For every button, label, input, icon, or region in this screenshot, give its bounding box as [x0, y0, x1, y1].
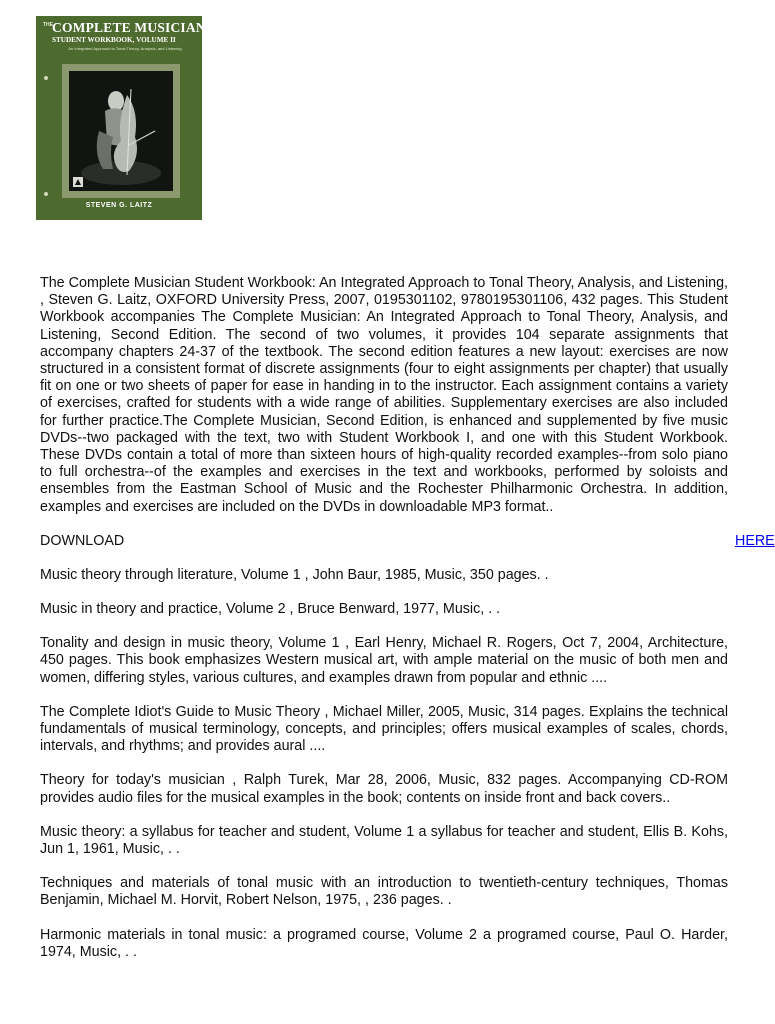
- cover-tagline: An Integrated Approach to Tonal Theory, Analysis, and Listening: [68, 46, 182, 51]
- book-description: The Complete Musician Student Workbook: An Integrated Approach to Tonal Theory, Analysis, and Listening, , Steven G. Laitz, OXFORD University Press, 2007, 0195301102, 9780195301106, 432 pages. This Student Workbook accompanies The Complete Musician: An Integrated Approach to Tonal Theory, Analysis, and Listening, Second Edition. The second of two volumes, it provides 104 separate assignments that accompany chapters 24-37 of the textbook. The second edition features a new layout: exercises are now structured in a consistent format of discrete assignments (four to eight assignments per chapter) that usually fit on one or two sheets of paper for ease in handing in to the instructor. Each assignment contains a variety of exercises, crafted for students with a wide range of abilities. Supplementary exercises are also included for further practice.The Complete Musician, Second Edition, is enhanced and supplemented by five music DVDs--two packaged with the text, two with Student Workbook I, and one with this Student Workbook. These DVDs contain a total of more than sixteen hours of high-quality recorded examples--from solo piano to full orchestra--of the examples and exercises in the text and workbooks, performed by soloists and ensembles from the Eastman School of Music and the Rochester Philharmonic Orchestra. In addition, examples and exercises are included on the DVDs in downloadable MP3 format..: [40, 275, 728, 515]
- book-cover: [36, 16, 206, 220]
- related-book-item: Theory for today's musician , Ralph Turek, Mar 28, 2006, Music, 832 pages. Accompanying CD-ROM provides audio files for the musical examples in the book; contents on inside front and back covers..: [40, 772, 728, 806]
- cover-photo-frame: [62, 64, 180, 198]
- download-row: [40, 532, 775, 550]
- cover-title: COMPLETE MUSICIAN: [52, 20, 206, 35]
- page-content: [40, 275, 775, 978]
- download-here-link[interactable]: HERE: [735, 532, 775, 549]
- binder-hole-icon: [44, 192, 48, 196]
- download-label: DOWNLOAD: [40, 532, 125, 549]
- related-book-item: The Complete Idiot's Guide to Music Theory , Michael Miller, 2005, Music, 314 pages. Explains the technical fundamentals of musical terminology, concepts, and principles; offers musical examples of scales, chords, intervals, and rhythms; and provides aural ....: [40, 703, 728, 755]
- related-book-item: Tonality and design in music theory, Volume 1 , Earl Henry, Michael R. Rogers, Oct 7, 2004, Architecture, 450 pages. This book emphasizes Western musical art, with ample material on the music of both men and women, differing styles, various cultures, and examples drawn from popular and ethnic ....: [40, 635, 728, 686]
- related-book-item: Music theory through literature, Volume 1 , John Baur, 1985, Music, 350 pages. .: [40, 566, 549, 583]
- cover-badge: THE: [43, 22, 53, 28]
- cover-subtitle: STUDENT WORKBOOK, VOLUME II: [52, 36, 176, 44]
- cover-photo: [69, 71, 173, 191]
- related-book-item: Music theory: a syllabus for teacher and student, Volume 1 a syllabus for teacher and student, Ellis B. Kohs, Jun 1, 1961, Music, . .: [40, 823, 728, 858]
- related-book-item: Techniques and materials of tonal music with an introduction to twentieth-century techniques, Thomas Benjamin, Michael M. Horvit, Robert Nelson, 1975, , 236 pages. .: [40, 875, 728, 909]
- cover-author: STEVEN G. LAITZ: [85, 202, 153, 209]
- related-book-item: Harmonic materials in tonal music: a programed course, Volume 2 a programed course, Paul O. Harder, 1974, Music, . .: [40, 926, 728, 960]
- cellist-silhouette-icon: [69, 71, 173, 191]
- related-book-item: Music in theory and practice, Volume 2 , Bruce Benward, 1977, Music, . .: [40, 601, 501, 618]
- binder-hole-icon: [44, 76, 48, 80]
